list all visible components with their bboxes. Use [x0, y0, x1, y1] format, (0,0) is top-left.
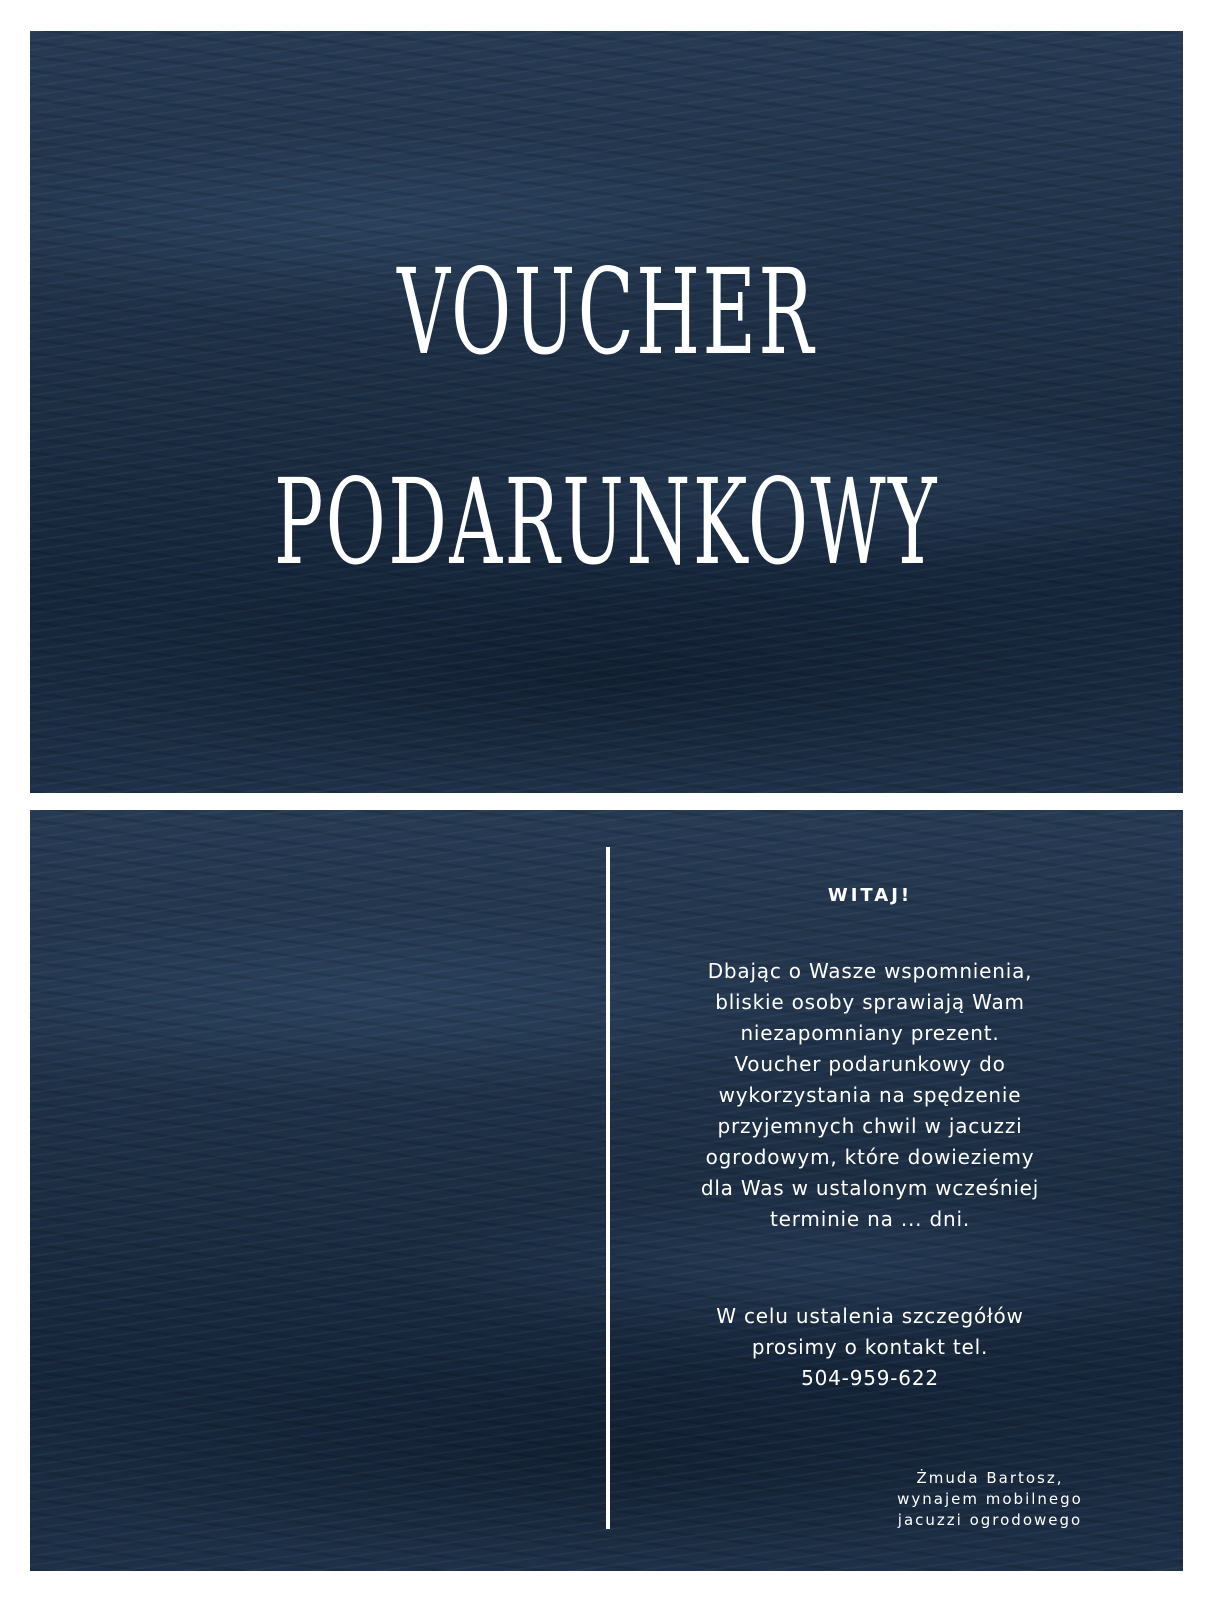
contact-line: prosimy o kontakt tel. — [751, 1335, 989, 1359]
vertical-divider — [606, 847, 610, 1529]
message-line: wykorzystania na spędzenie — [718, 1083, 1022, 1107]
message-line: niezapomniany prezent. — [740, 1021, 1000, 1045]
voucher-title-line-2: PODARUNKOWY — [274, 453, 939, 591]
message-line: bliskie osoby sprawiają Wam — [715, 990, 1025, 1014]
signature-line: wynajem mobilnego — [897, 1490, 1083, 1508]
contact-line: W celu ustalenia szczegółów — [716, 1304, 1024, 1328]
voucher-front-card — [30, 31, 1183, 793]
contact-info — [650, 1301, 1090, 1394]
message-line: dla Was w ustalonym wcześniej — [700, 1176, 1040, 1200]
message-line: Voucher podarunkowy do — [734, 1052, 1006, 1076]
voucher-back-card — [30, 810, 1183, 1571]
message-line: przyjemnych chwil w jacuzzi — [717, 1114, 1023, 1138]
signature-line: Żmuda Bartosz, — [916, 1469, 1064, 1487]
signature-block — [870, 1468, 1110, 1531]
message-line: terminie na ... dni. — [770, 1207, 970, 1231]
phone-number: 504-959-622 — [801, 1366, 939, 1390]
voucher-title-line-1: VOUCHER — [397, 243, 816, 381]
greeting-heading: WITAJ! — [827, 885, 913, 906]
signature-line: jacuzzi ogrodowego — [897, 1511, 1083, 1529]
voucher-message — [650, 956, 1090, 1235]
message-line: ogrodowym, które dowieziemy — [705, 1145, 1035, 1169]
message-line: Dbając o Wasze wspomnienia, — [707, 959, 1033, 983]
